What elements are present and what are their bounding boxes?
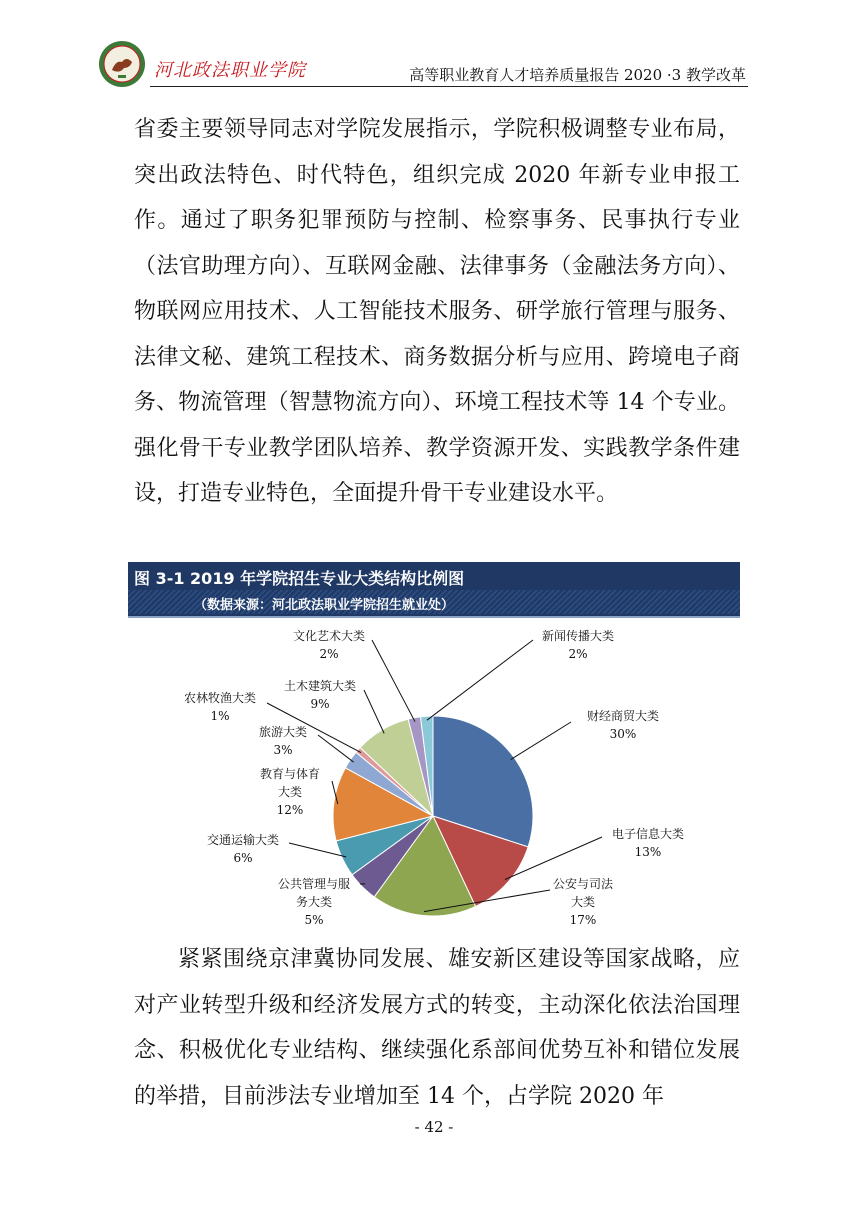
slice-category-label: 大类	[277, 785, 303, 799]
body-paragraph-2: 紧紧围绕京津冀协同发展、雄安新区建设等国家战略，应对产业转型升级和经济发展方式的转变，主动深化依法治国理念、积极优化专业结构、继续强化系部间优势互补和错位发展的举措，目前涉法专业增加至 14 个，占学院 2020 年	[134, 947, 740, 1109]
slice-category-label: 务大类	[295, 895, 333, 909]
slice-percent-label: 30%	[609, 727, 637, 741]
slice-percent-label: 5%	[304, 913, 324, 927]
header-divider	[150, 86, 748, 87]
slice-percent-label: 12%	[276, 803, 304, 817]
slice-category-label: 电子信息大类	[611, 827, 685, 841]
slice-percent-label: 2%	[319, 647, 339, 661]
slice-category-label: 新闻传播大类	[541, 629, 615, 643]
slice-percent-label: 13%	[634, 845, 662, 859]
figure-title: 图 3-1 2019 年学院招生专业大类结构比例图	[134, 569, 465, 588]
figure-source: （数据来源：河北政法职业学院招生就业处）	[194, 598, 455, 613]
slice-category-label: 大类	[570, 895, 596, 909]
body-paragraph-1: 省委主要领导同志对学院发展指示，学院积极调整专业布局，突出政法特色、时代特色，组织完成 2020 年新专业申报工作。通过了职务犯罪预防与控制、检察事务、民事执行专业（法官助理方向）、互联网金融、法律事务（金融法务方向）、物联网应用技术、人工智能技术服务、研学旅行管理与服务、法律文秘、建筑工程技术、商务数据分析与应用、跨境电子商务、物流管理（智慧物流方向）、环境工程技术等 14 个专业。强化骨干专业教学团队培养、教学资源开发、实践教学条件建设，打造专业特色，全面提升骨干专业建设水平。	[134, 117, 740, 506]
school-name-script: 河北政法职业学院	[154, 60, 306, 81]
slice-percent-label: 3%	[273, 743, 293, 757]
slice-category-label: 财经商贸大类	[586, 709, 660, 723]
report-title: 高等职业教育人才培养质量报告 2020 ·3 教学改革	[409, 66, 746, 84]
slice-percent-label: 1%	[210, 709, 230, 723]
leader-line	[511, 722, 571, 760]
slice-category-label: 文化艺术大类	[292, 629, 366, 643]
leader-line	[427, 640, 533, 720]
slice-percent-label: 6%	[233, 851, 253, 865]
slice-category-label: 土木建筑大类	[283, 679, 357, 693]
slice-percent-label: 9%	[310, 697, 330, 711]
slice-category-label: 旅游大类	[258, 725, 308, 739]
slice-category-label: 公共管理与服	[277, 877, 351, 891]
slice-percent-label: 17%	[569, 913, 597, 927]
leader-line	[372, 640, 415, 722]
figure-caption-bar	[128, 562, 740, 618]
pie-chart-svg	[128, 616, 740, 936]
slice-category-label: 公安与司法	[552, 877, 614, 891]
college-seal-logo	[98, 40, 146, 88]
slice-percent-label: 2%	[568, 647, 588, 661]
page-header	[98, 40, 748, 88]
pie-chart	[128, 616, 740, 936]
leader-line	[364, 690, 384, 733]
slice-category-label: 农林牧渔大类	[183, 691, 257, 705]
page-number: - 42 -	[414, 1118, 454, 1136]
slice-category-label: 交通运输大类	[206, 833, 280, 847]
slice-category-label: 教育与体育	[259, 767, 321, 781]
